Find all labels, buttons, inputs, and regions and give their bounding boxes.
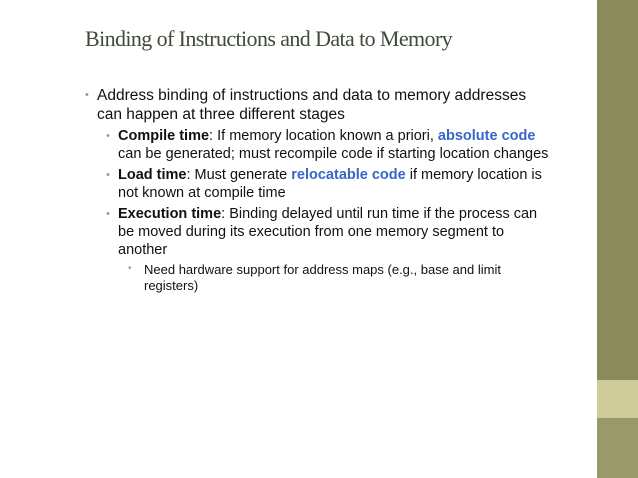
term-compile-time: Compile time [118,128,210,144]
slide-body [85,86,555,296]
bullet-text: : Binding delayed until run time if the process can be moved during its execution from one memory segment to another [118,206,538,258]
bullet-dot-icon: • [128,263,132,274]
bullet-dot-icon: • [106,208,110,220]
bullet-text: if memory location is not known at compile time [118,167,542,201]
bullet-level2-load-time [85,166,555,202]
bullet-dot-icon: • [85,89,89,101]
sidebar-upper-block [597,0,638,380]
slide-title: Binding of Instructions and Data to Memory [85,26,453,51]
bullet-dot-icon: • [106,130,110,142]
bullet-dot-icon: • [106,169,110,181]
bullet-text: : If memory location known a priori, [209,128,438,144]
bullet-text: Need hardware support for address maps (e.g., base and limit registers) [144,262,501,293]
bullet-level2-execution-time [85,205,555,259]
term-execution-time: Execution time [118,206,222,222]
term-load-time: Load time [118,167,187,183]
bullet-level3-hardware-support [85,262,555,294]
highlight-absolute-code: absolute code [437,128,536,144]
sidebar-lower-block [597,418,638,478]
decorative-sidebar [597,0,638,478]
bullet-text: Address binding of instructions and data to memory addresses can happen at three different stages [97,87,527,123]
bullet-text: : Must generate [186,167,292,183]
bullet-level1-address-binding [85,86,555,124]
sidebar-light-band [597,380,638,418]
highlight-relocatable-code: relocatable code [291,167,406,183]
bullet-text: can be generated; must recompile code if starting location changes [118,146,549,162]
bullet-level2-compile-time [85,127,555,163]
